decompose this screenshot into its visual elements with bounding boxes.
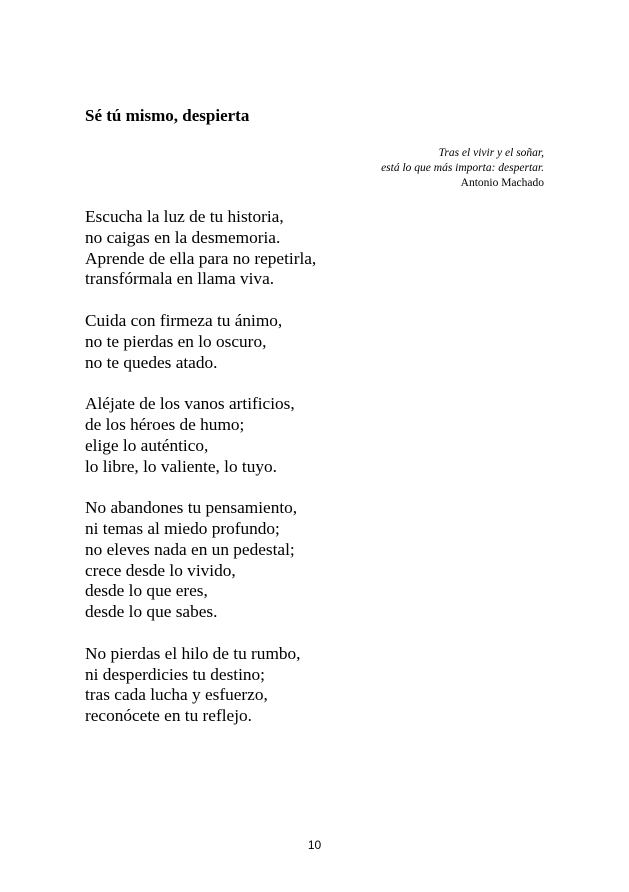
- verse: ni temas al miedo profundo;: [85, 518, 280, 538]
- stanza: [85, 644, 316, 727]
- epigraph-line: está lo que más importa: despertar.: [381, 162, 544, 174]
- verse: desde lo que eres,: [85, 581, 208, 601]
- verse: desde lo que sabes.: [85, 602, 218, 622]
- verse: no eleves nada en un pedestal;: [85, 539, 295, 559]
- verse: de los héroes de humo;: [85, 414, 245, 434]
- epigraph-author: Antonio Machado: [460, 177, 544, 189]
- verse: reconócete en tu reflejo.: [85, 706, 252, 726]
- stanza: [85, 311, 316, 373]
- stanza: [85, 498, 316, 623]
- verse: ni desperdicies tu destino;: [85, 664, 265, 684]
- epigraph: [381, 146, 544, 191]
- verse: crece desde lo vivido,: [85, 560, 236, 580]
- page-number: 10: [307, 838, 322, 852]
- verse: No abandones tu pensamiento,: [85, 498, 298, 518]
- stanza: [85, 394, 316, 477]
- stanza: [85, 207, 316, 290]
- verse: Cuida con firmeza tu ánimo,: [85, 310, 283, 330]
- poem-title: Sé tú mismo, despierta: [85, 106, 250, 125]
- verse: Aprende de ella para no repetirla,: [85, 248, 317, 268]
- verse: lo libre, lo valiente, lo tuyo.: [85, 456, 277, 476]
- verse: No pierdas el hilo de tu rumbo,: [85, 643, 301, 663]
- verse: elige lo auténtico,: [85, 435, 209, 455]
- epigraph-line: Tras el vivir y el soñar,: [438, 147, 544, 159]
- verse: no caigas en la desmemoria.: [85, 227, 281, 247]
- poem-body: [85, 207, 316, 727]
- verse: Aléjate de los vanos artificios,: [85, 394, 295, 414]
- verse: tras cada lucha y esfuerzo,: [85, 685, 268, 705]
- verse: Escucha la luz de tu historia,: [85, 207, 284, 226]
- verse: no te quedes atado.: [85, 352, 218, 372]
- verse: transfórmala en llama viva.: [85, 269, 275, 289]
- verse: no te pierdas en lo oscuro,: [85, 331, 267, 351]
